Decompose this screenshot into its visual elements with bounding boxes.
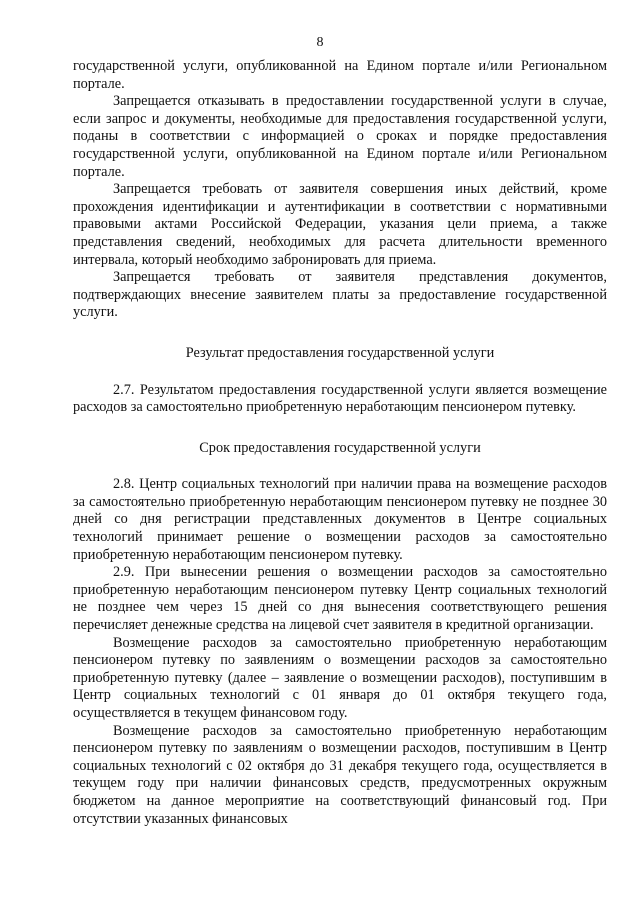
paragraph-2-9: 2.9. При вынесении решения о возмещении расходов за самостоятельно приобретенную неработающим пенсионером путевку Центр социальных технологий не позднее чем через 15 дней со дня вынесения соответствующего решения перечисляет денежные средства на лицевой счет заявителя в кредитной организации. [73, 564, 607, 634]
page-number: 8 [316, 35, 324, 50]
paragraph-2-8: 2.8. Центр социальных технологий при наличии права на возмещение расходов за самостоятельно приобретенную неработающим пенсионером путевку не позднее 30 дней со дня регистрации представленных документов в Центре социальных технологий принимает решение о возмещении расходов за самостоятельно приобретенную неработающим пенсионером путевку. [73, 476, 607, 563]
paragraph-continuation: государственной услуги, опубликованной на Едином портале и/или Региональном портале. [73, 58, 607, 92]
paragraph-refusal-prohibition: Запрещается отказывать в предоставлении государственной услуги в случае, если запрос и документы, необходимые для предоставления государственной услуги, поданы в соответствии с информацией о сроках и порядке предоставления государственной услуги, опубликованной на Едином портале и/или Региональном портале. [73, 93, 607, 180]
paragraph-reimbursement-october-december: Возмещение расходов за самостоятельно приобретенную неработающим пенсионером путевку по заявлениям о возмещении расходов, поступившим в Центр социальных технологий с 02 октября до 31 декабря текущего года, осуществляется в текущем году при наличии финансовых средств, предусмотренных окружным бюджетом на данное мероприятие на соответствующий финансовый год. При отсутствии указанных финансовых [73, 722, 607, 827]
section-heading-term: Срок предоставления государственной услуги [199, 439, 481, 456]
spacer [73, 417, 607, 440]
spacer [73, 363, 607, 382]
section-heading-result: Результат предоставления государственной услуги [185, 344, 495, 361]
paragraph-reimbursement-current-year: Возмещение расходов за самостоятельно приобретенную неработающим пенсионером путевку по заявлениям о возмещении расходов за самостоятельно приобретенную путевку (далее – заявление о возмещении расходов), поступившим в Центр социальных технологий с 01 января до 01 октября текущего года, осуществляется в текущем финансовом году. [73, 634, 607, 721]
spacer [73, 457, 607, 476]
paragraph-payment-documents-prohibition: Запрещается требовать от заявителя представления документов, подтверждающих внесение заявителем платы за предоставление государственной услуги. [73, 269, 607, 321]
paragraph-actions-prohibition: Запрещается требовать от заявителя совершения иных действий, кроме прохождения идентификации и аутентификации в соответствии с нормативными правовыми актами Российской Федерации, указания цели приема, а также представления сведений, необходимых для расчета длительности временного интервала, который необходимо забронировать для приема. [73, 181, 607, 268]
document-body [73, 58, 607, 828]
spacer [73, 322, 607, 345]
paragraph-2-7: 2.7. Результатом предоставления государственной услуги является возмещение расходов за самостоятельно приобретенную неработающим пенсионером путевку. [73, 381, 607, 416]
